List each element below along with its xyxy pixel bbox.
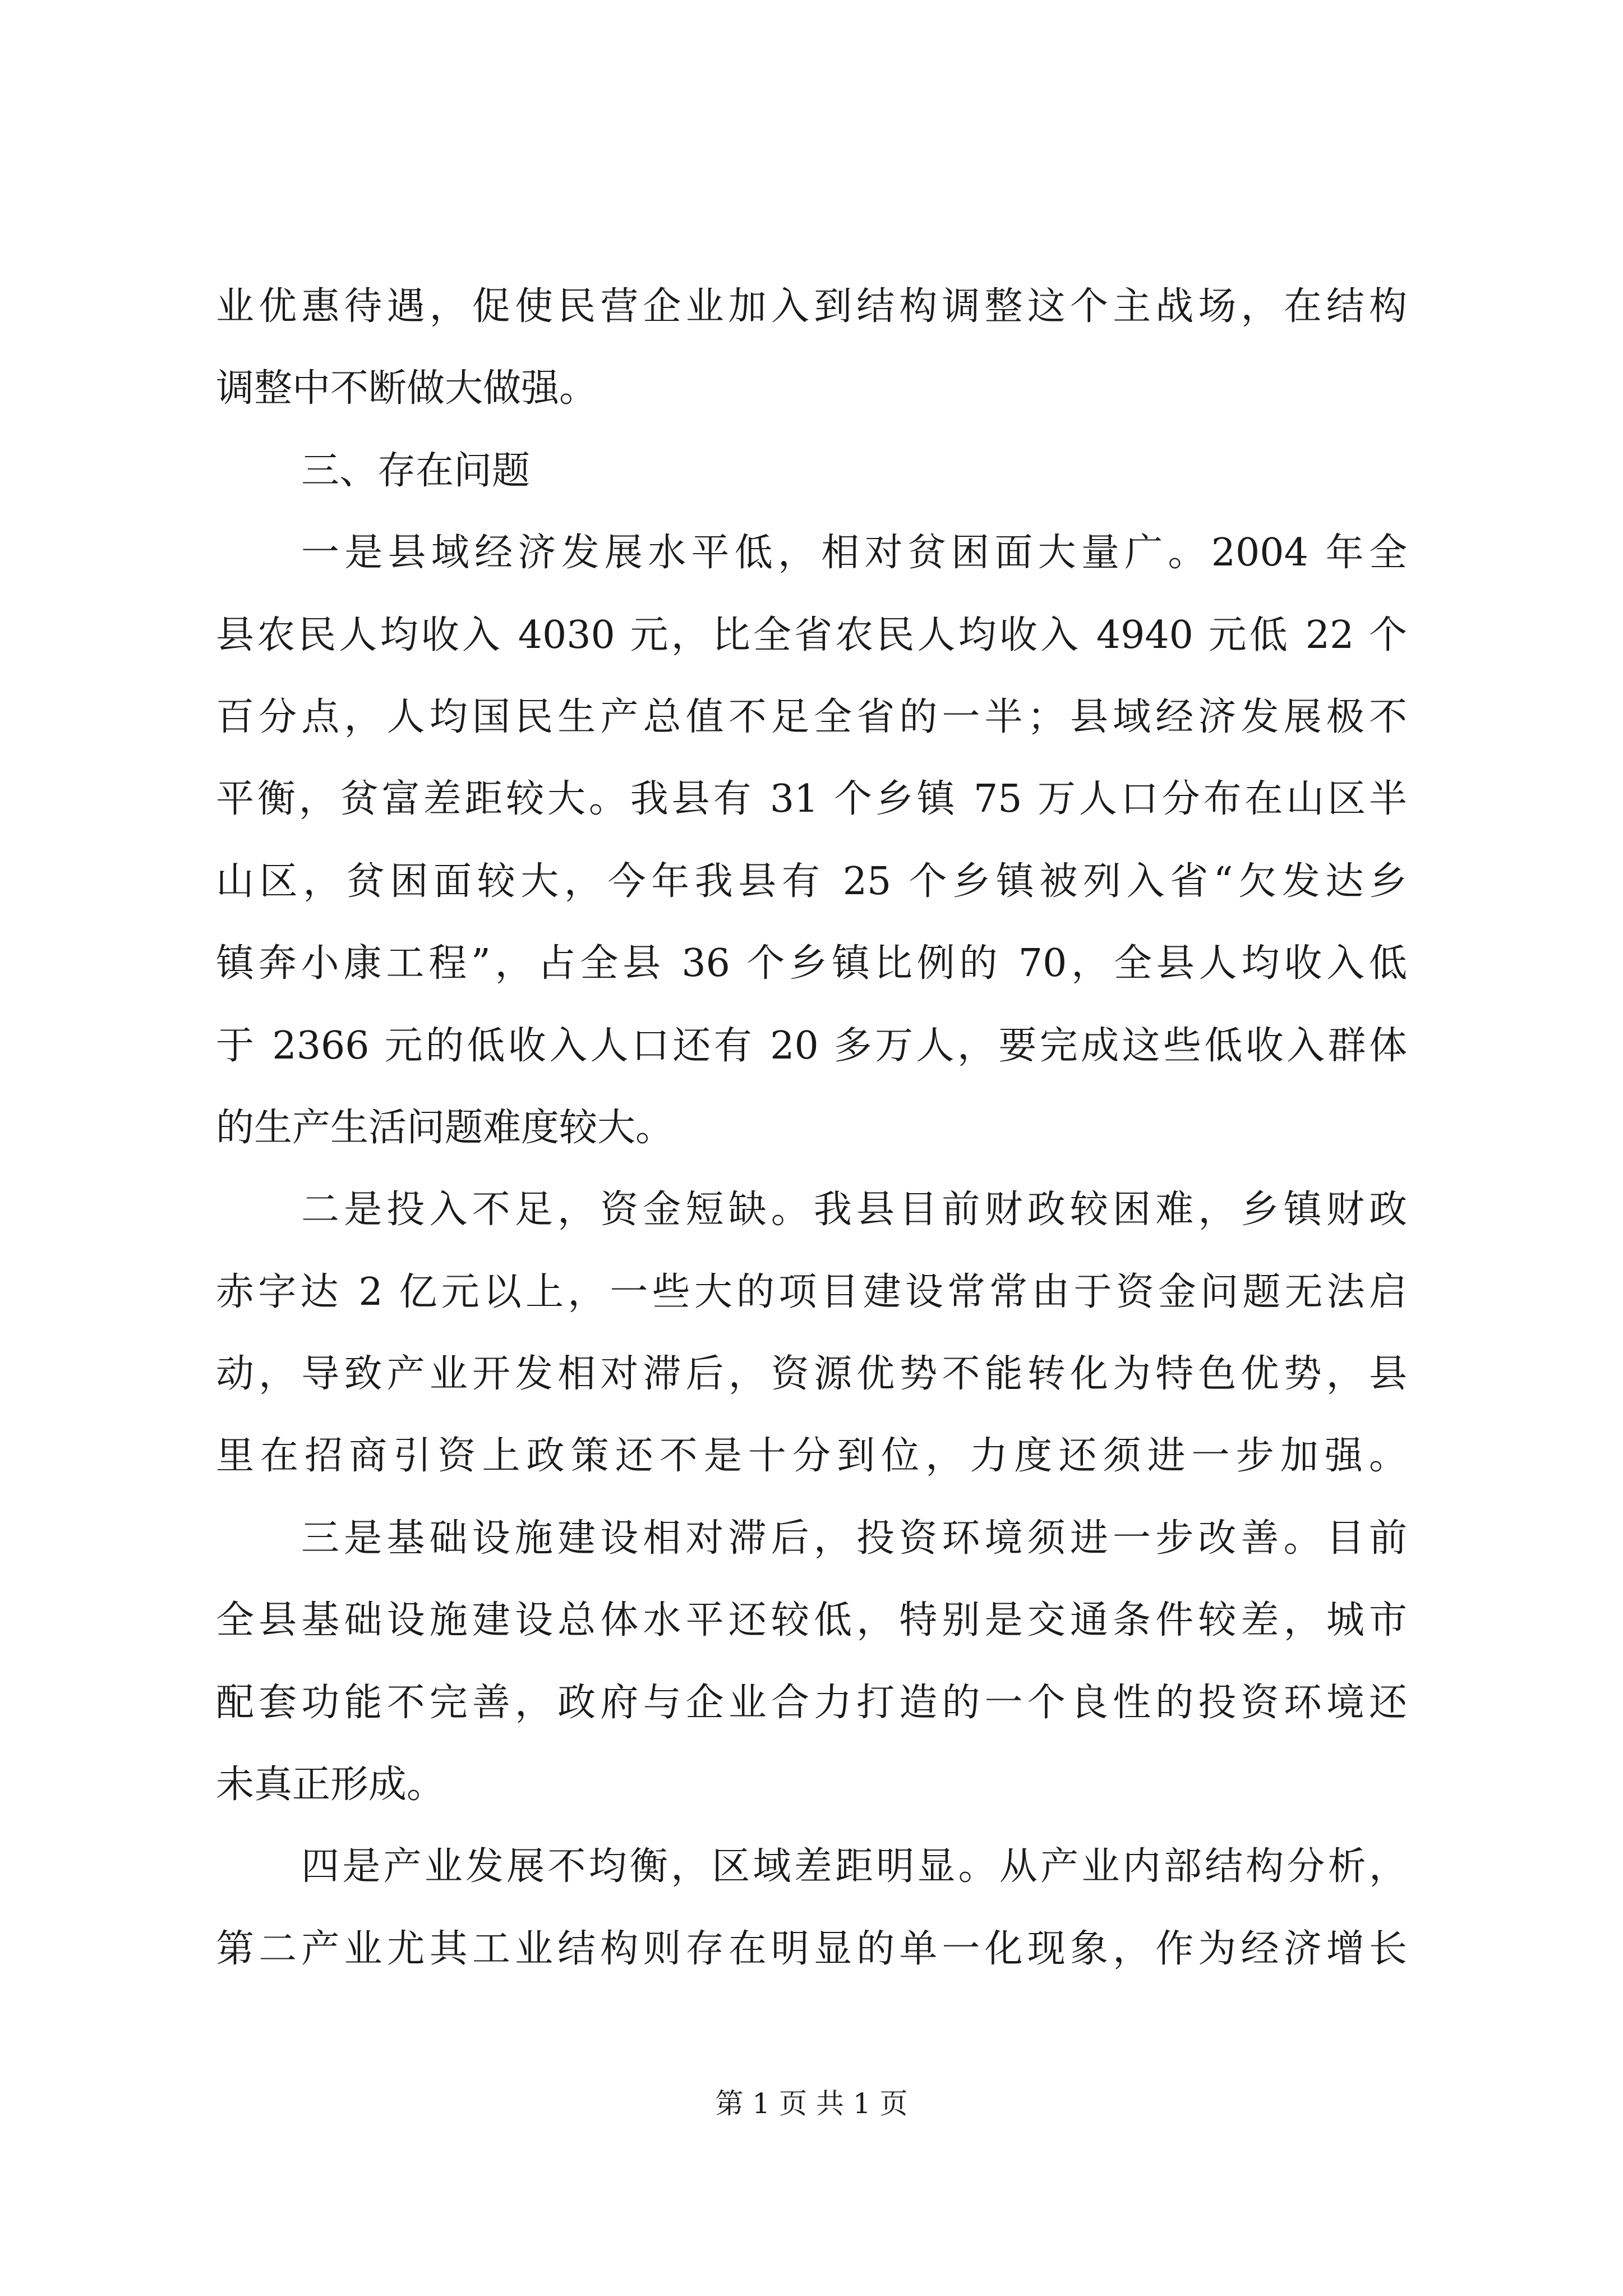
text-line: 一是县域经济发展水平低，相对贫困面大量广。2004 年全 — [301, 531, 1407, 576]
text-line: 赤字达 2 亿元以上，一些大的项目建设常常由于资金问题无法启 — [216, 1269, 1407, 1314]
text-line: 三是基础设施建设相对滞后，投资环境须进一步改善。目前 — [301, 1516, 1407, 1561]
text-line: 山区，贫困面较大，今年我县有 25 个乡镇被列入省“欠发达乡 — [216, 859, 1407, 904]
text-line: 县农民人均收入 4030 元，比全省农民人均收入 4940 元低 22 个 — [216, 613, 1407, 657]
text-line: 四是产业发展不均衡，区域差距明显。从产业内部结构分析， — [301, 1844, 1407, 1889]
body-text — [216, 266, 1407, 1990]
text-line: 业优惠待遇，促使民营企业加入到结构调整这个主战场，在结构 — [216, 284, 1407, 329]
text-line: 于 2366 元的低收入人口还有 20 多万人，要完成这些低收入群体 — [216, 1023, 1407, 1068]
page-number-footer: 第 1 页 共 1 页 — [715, 2087, 908, 2120]
text-line: 里在招商引资上政策还不是十分到位，力度还须进一步加强。 — [216, 1434, 1407, 1479]
text-line: 平衡，贫富差距较大。我县有 31 个乡镇 75 万人口分布在山区半 — [216, 777, 1407, 822]
text-line: 调整中不断做大做强。 — [216, 366, 598, 411]
section-heading: 三、存在问题 — [301, 448, 531, 493]
text-line: 未真正形成。 — [216, 1763, 445, 1807]
text-line: 动，导致产业开发相对滞后，资源优势不能转化为特色优势，县 — [216, 1352, 1407, 1397]
text-line: 第二产业尤其工业结构则存在明显的单一化现象，作为经济增长 — [216, 1926, 1407, 1971]
text-line: 百分点，人均国民生产总值不足全省的一半；县域经济发展极不 — [216, 694, 1407, 739]
text-line: 二是投入不足，资金短缺。我县目前财政较困难，乡镇财政 — [301, 1188, 1407, 1232]
text-line: 全县基础设施建设总体水平还较低，特别是交通条件较差，城市 — [216, 1598, 1407, 1643]
text-line: 镇奔小康工程”，占全县 36 个乡镇比例的 70，全县人均收入低 — [216, 941, 1407, 986]
text-line: 配套功能不完善，政府与企业合力打造的一个良性的投资环境还 — [216, 1680, 1407, 1725]
text-line: 的生产生活问题难度较大。 — [216, 1105, 674, 1150]
